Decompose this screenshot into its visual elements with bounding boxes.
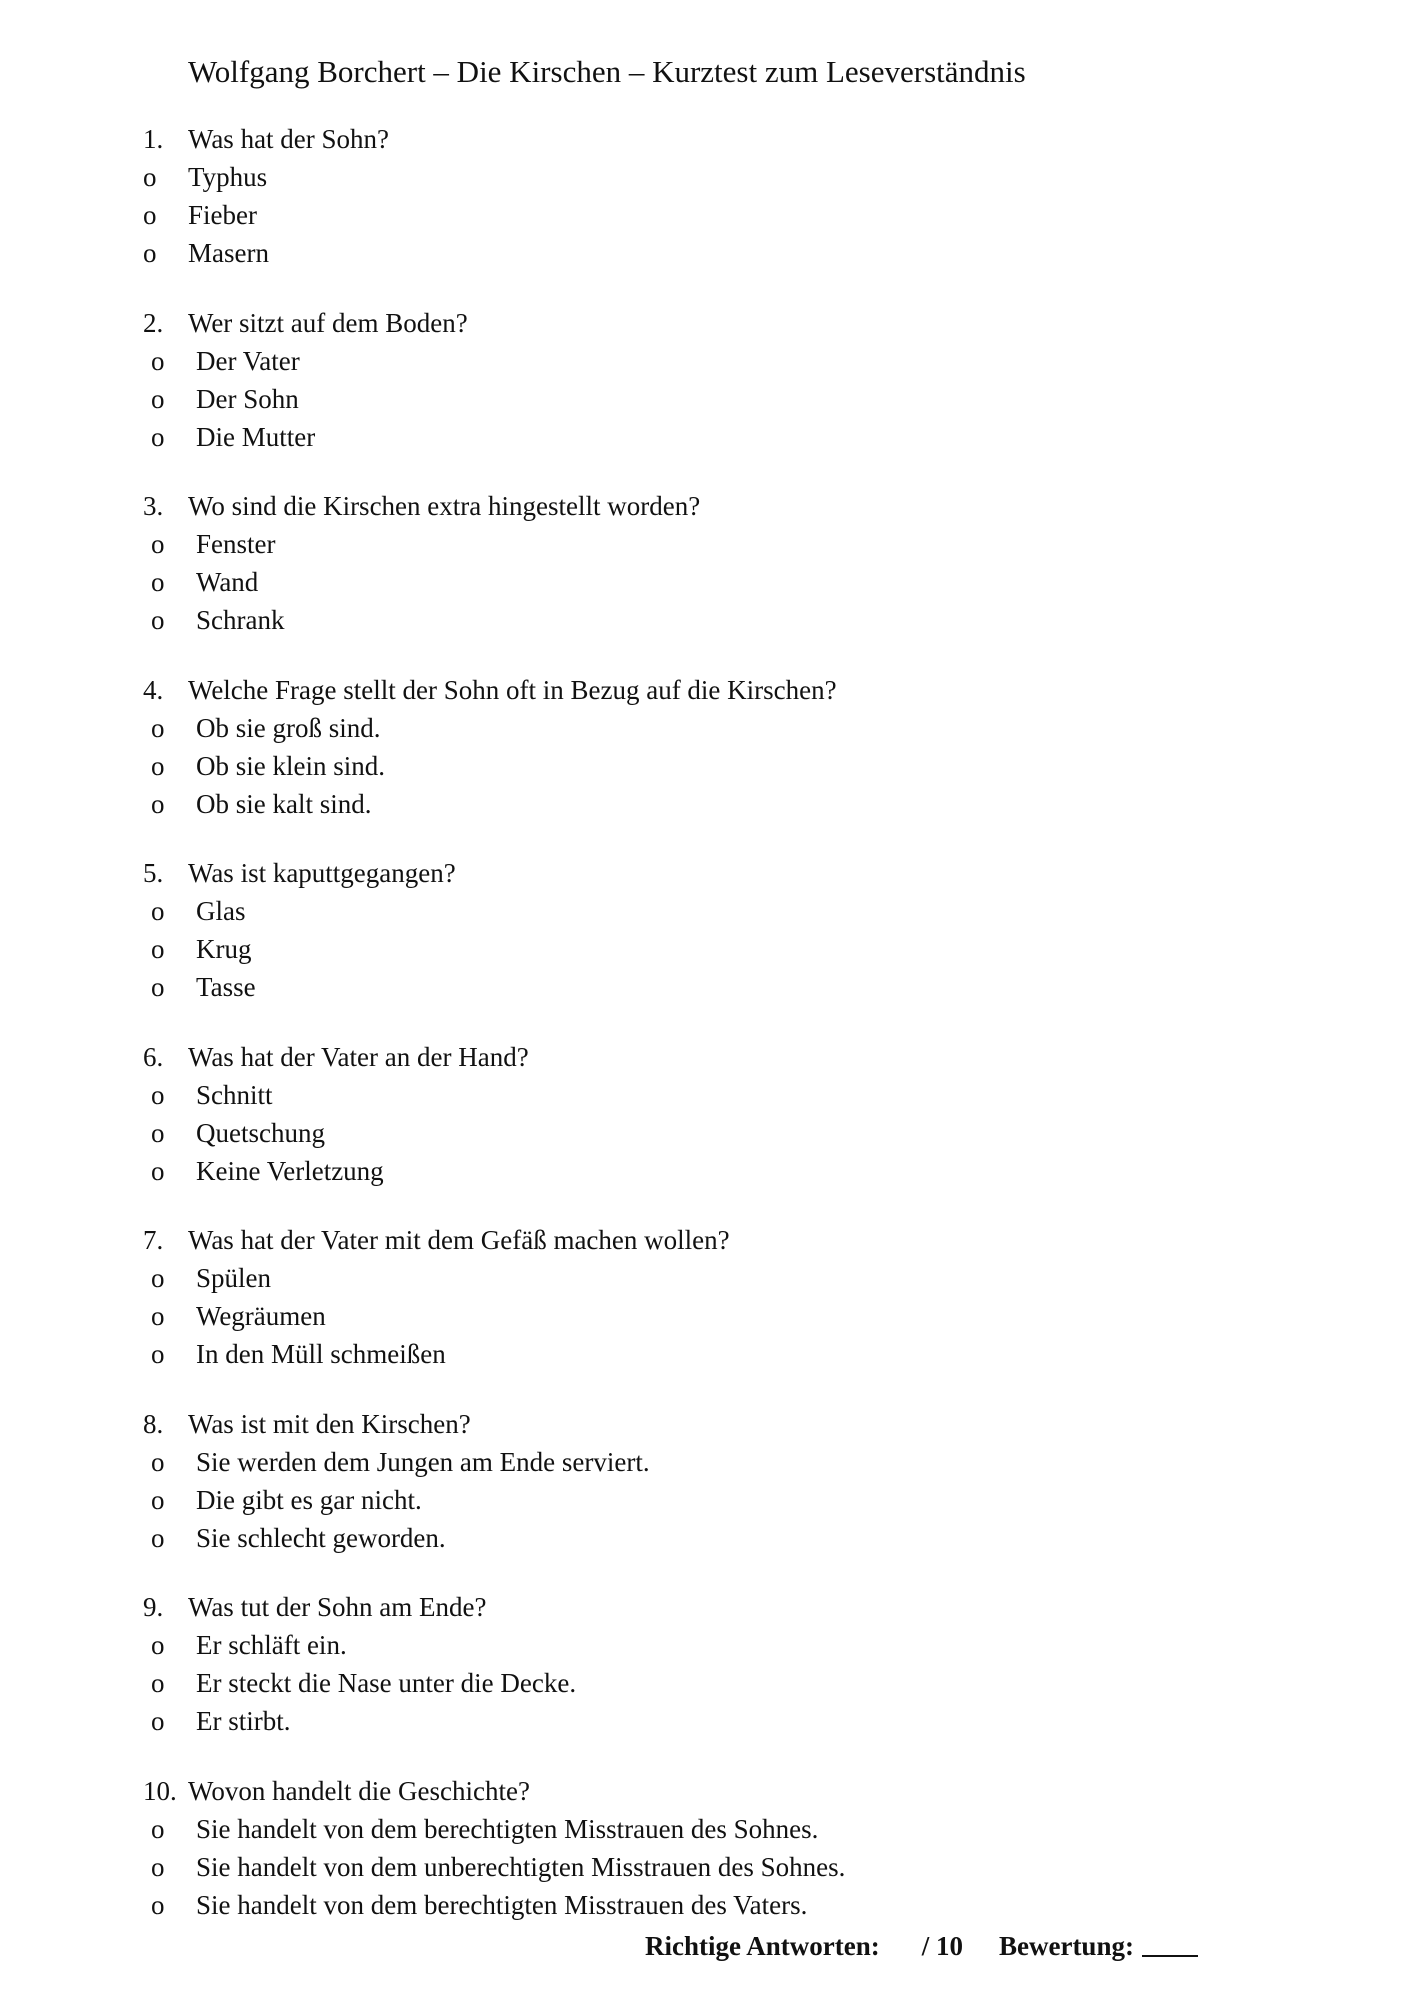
answer-option[interactable]: [143, 1664, 1293, 1702]
option-circle-icon[interactable]: o: [151, 1851, 165, 1882]
answer-option[interactable]: [143, 1481, 1293, 1519]
question-number: 6.: [143, 1041, 164, 1072]
answer-option[interactable]: [143, 968, 1293, 1006]
question-line: [143, 1221, 1293, 1259]
question-list: [143, 120, 1293, 1955]
answer-option[interactable]: [143, 1702, 1293, 1740]
answer-option[interactable]: [143, 234, 1293, 272]
question-block: [143, 304, 1293, 456]
question-block: [143, 854, 1293, 1006]
option-label: Die Mutter: [196, 421, 316, 452]
grade-label: Bewertung:: [998, 1931, 1134, 1961]
answer-option[interactable]: [143, 380, 1293, 418]
question-text: Was hat der Vater an der Hand?: [188, 1041, 529, 1072]
option-label: Quetschung: [196, 1117, 325, 1148]
question-text: Was ist kaputtgegangen?: [188, 858, 456, 888]
correct-answers-label: Richtige Antworten:: [645, 1931, 880, 1961]
score-footer: [645, 1927, 1198, 1965]
option-circle-icon[interactable]: o: [151, 712, 165, 743]
option-circle-icon[interactable]: o: [151, 1117, 165, 1148]
option-label: Spülen: [196, 1263, 272, 1293]
answer-option[interactable]: [143, 1076, 1293, 1114]
option-label: Ob sie groß sind.: [196, 712, 381, 743]
answer-option[interactable]: [143, 1443, 1293, 1481]
option-circle-icon[interactable]: o: [151, 1889, 165, 1920]
question-line: [143, 487, 1293, 525]
answer-option[interactable]: [143, 196, 1293, 234]
question-line: [143, 1038, 1293, 1076]
option-circle-icon[interactable]: o: [151, 1668, 165, 1698]
answer-option[interactable]: [143, 930, 1293, 968]
question-number: 2.: [143, 307, 164, 338]
answer-option[interactable]: [143, 1886, 1293, 1924]
option-circle-icon[interactable]: o: [151, 529, 165, 559]
answer-option[interactable]: [143, 158, 1293, 196]
question-line: [143, 1405, 1293, 1443]
option-circle-icon[interactable]: o: [151, 421, 165, 452]
question-line: [143, 854, 1293, 892]
option-circle-icon[interactable]: o: [151, 1339, 165, 1369]
option-circle-icon[interactable]: o: [151, 1079, 165, 1110]
option-circle-icon[interactable]: o: [151, 1813, 165, 1844]
answer-option[interactable]: [143, 1335, 1293, 1373]
answer-option[interactable]: [143, 1297, 1293, 1335]
option-label: Er steckt die Nase unter die Decke.: [196, 1668, 577, 1698]
option-circle-icon[interactable]: o: [151, 1630, 165, 1660]
answer-option[interactable]: [143, 1810, 1293, 1848]
option-circle-icon[interactable]: o: [151, 605, 165, 635]
option-label: Sie schlecht geworden.: [196, 1522, 446, 1553]
option-circle-icon[interactable]: o: [151, 383, 165, 414]
question-number: 9.: [143, 1592, 164, 1622]
question-text: Wo sind die Kirschen extra hingestellt worden?: [188, 491, 701, 521]
question-text: Was tut der Sohn am Ende?: [188, 1592, 487, 1622]
question-number: 3.: [143, 491, 164, 521]
option-label: Ob sie kalt sind.: [196, 788, 372, 819]
question-block: [143, 671, 1293, 823]
option-label: Fieber: [188, 200, 257, 230]
option-label: Der Vater: [196, 345, 300, 376]
option-label: Typhus: [188, 162, 268, 192]
option-label: Sie handelt von dem berechtigten Misstrauen des Sohnes.: [196, 1813, 819, 1844]
option-label: Sie werden dem Jungen am Ende serviert.: [196, 1446, 650, 1477]
option-label: Er stirbt.: [196, 1706, 291, 1736]
answer-option[interactable]: [143, 709, 1293, 747]
grade-blank-line[interactable]: [1142, 1927, 1198, 1957]
question-number: 8.: [143, 1408, 164, 1439]
max-score: / 10: [921, 1931, 963, 1961]
question-line: [143, 671, 1293, 709]
option-circle-icon[interactable]: o: [143, 238, 157, 268]
option-label: Fenster: [196, 529, 276, 559]
option-label: Wand: [196, 567, 259, 597]
option-circle-icon[interactable]: o: [151, 788, 165, 819]
question-block: [143, 1221, 1293, 1373]
option-circle-icon[interactable]: o: [151, 1706, 165, 1736]
option-circle-icon[interactable]: o: [151, 1484, 165, 1515]
question-number: 1.: [143, 124, 164, 154]
option-label: Krug: [196, 934, 252, 964]
question-block: [143, 1405, 1293, 1557]
question-block: [143, 487, 1293, 639]
question-number: 4.: [143, 674, 164, 705]
question-block: [143, 1038, 1293, 1190]
option-circle-icon[interactable]: o: [151, 896, 165, 926]
option-label: Glas: [196, 896, 246, 926]
option-label: In den Müll schmeißen: [196, 1339, 446, 1369]
answer-option[interactable]: [143, 1626, 1293, 1664]
question-block: [143, 1588, 1293, 1740]
question-line: [143, 304, 1293, 342]
answer-option[interactable]: [143, 1848, 1293, 1886]
question-text: Wovon handelt die Geschichte?: [188, 1775, 530, 1806]
question-number: 5.: [143, 858, 164, 888]
answer-option[interactable]: [143, 601, 1293, 639]
question-block: [143, 1772, 1293, 1924]
option-label: Die gibt es gar nicht.: [196, 1484, 422, 1515]
question-number: 7.: [143, 1225, 164, 1255]
answer-option[interactable]: [143, 892, 1293, 930]
question-line: [143, 120, 1293, 158]
option-circle-icon[interactable]: o: [151, 1155, 165, 1186]
question-text: Welche Frage stellt der Sohn oft in Bezug auf die Kirschen?: [188, 674, 837, 705]
option-label: Keine Verletzung: [196, 1155, 384, 1186]
answer-option[interactable]: [143, 525, 1293, 563]
option-label: Er schläft ein.: [196, 1630, 347, 1660]
answer-option[interactable]: [143, 747, 1293, 785]
option-label: Sie handelt von dem berechtigten Misstrauen des Vaters.: [196, 1889, 808, 1920]
option-circle-icon[interactable]: o: [151, 567, 165, 597]
answer-option[interactable]: [143, 785, 1293, 823]
option-circle-icon[interactable]: o: [143, 162, 157, 192]
option-label: Schnitt: [196, 1079, 273, 1110]
option-circle-icon[interactable]: o: [143, 200, 157, 230]
answer-option[interactable]: [143, 418, 1293, 456]
answer-option[interactable]: [143, 563, 1293, 601]
answer-option[interactable]: [143, 1152, 1293, 1190]
question-line: [143, 1772, 1293, 1810]
option-circle-icon[interactable]: o: [151, 972, 165, 1002]
option-circle-icon[interactable]: o: [151, 1301, 165, 1331]
option-circle-icon[interactable]: o: [151, 1522, 165, 1553]
option-label: Sie handelt von dem unberechtigten Misstrauen des Sohnes.: [196, 1851, 846, 1882]
page-title: Wolfgang Borchert – Die Kirschen – Kurztest zum Leseverständnis: [188, 54, 1026, 89]
option-label: Der Sohn: [196, 383, 299, 414]
option-label: Tasse: [196, 972, 256, 1002]
question-text: Was ist mit den Kirschen?: [188, 1408, 471, 1439]
option-circle-icon[interactable]: o: [151, 934, 165, 964]
option-circle-icon[interactable]: o: [151, 1263, 165, 1293]
answer-option[interactable]: [143, 342, 1293, 380]
option-label: Ob sie klein sind.: [196, 750, 385, 781]
answer-option[interactable]: [143, 1519, 1293, 1557]
question-text: Was hat der Vater mit dem Gefäß machen wollen?: [188, 1225, 730, 1255]
option-label: Wegräumen: [196, 1301, 326, 1331]
question-line: [143, 1588, 1293, 1626]
question-block: [143, 120, 1293, 272]
option-label: Schrank: [196, 605, 285, 635]
option-circle-icon[interactable]: o: [151, 750, 165, 781]
answer-option[interactable]: [143, 1114, 1293, 1152]
answer-option[interactable]: [143, 1259, 1293, 1297]
option-circle-icon[interactable]: o: [151, 345, 165, 376]
question-number: 10.: [143, 1775, 177, 1806]
option-circle-icon[interactable]: o: [151, 1446, 165, 1477]
option-label: Masern: [188, 238, 269, 268]
question-text: Wer sitzt auf dem Boden?: [188, 307, 468, 338]
question-text: Was hat der Sohn?: [188, 124, 390, 154]
